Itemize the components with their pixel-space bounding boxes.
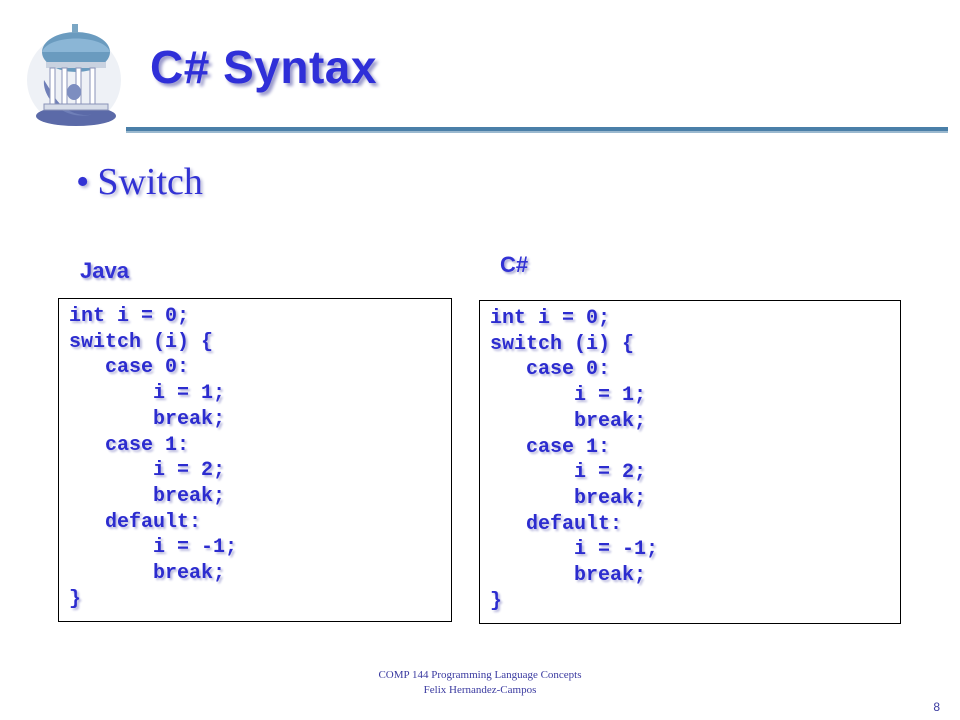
csharp-code: int i = 0; switch (i) { case 0: i = 1; break; case 1: i = 2; break; default: i = -1; break; } — [490, 307, 659, 613]
title-underline — [126, 127, 948, 133]
bullet-dot-icon: • — [76, 161, 90, 203]
page-number: 8 — [933, 700, 940, 714]
footer-course: COMP 144 Programming Language Concepts — [378, 669, 582, 681]
slide-title: C# Syntax — [150, 41, 377, 93]
csharp-code-box — [479, 300, 901, 624]
java-code-box — [58, 298, 452, 622]
old-well-logo-icon — [24, 18, 124, 130]
java-code: int i = 0; switch (i) { case 0: i = 1; break; case 1: i = 2; break; default: i = -1; break; } — [69, 305, 238, 611]
csharp-heading: C# — [500, 252, 529, 277]
footer-author: Felix Hernandez-Campos — [423, 684, 537, 696]
bullet-text: Switch — [97, 161, 203, 203]
java-heading: Java — [80, 258, 129, 283]
bullet-item — [76, 160, 203, 204]
